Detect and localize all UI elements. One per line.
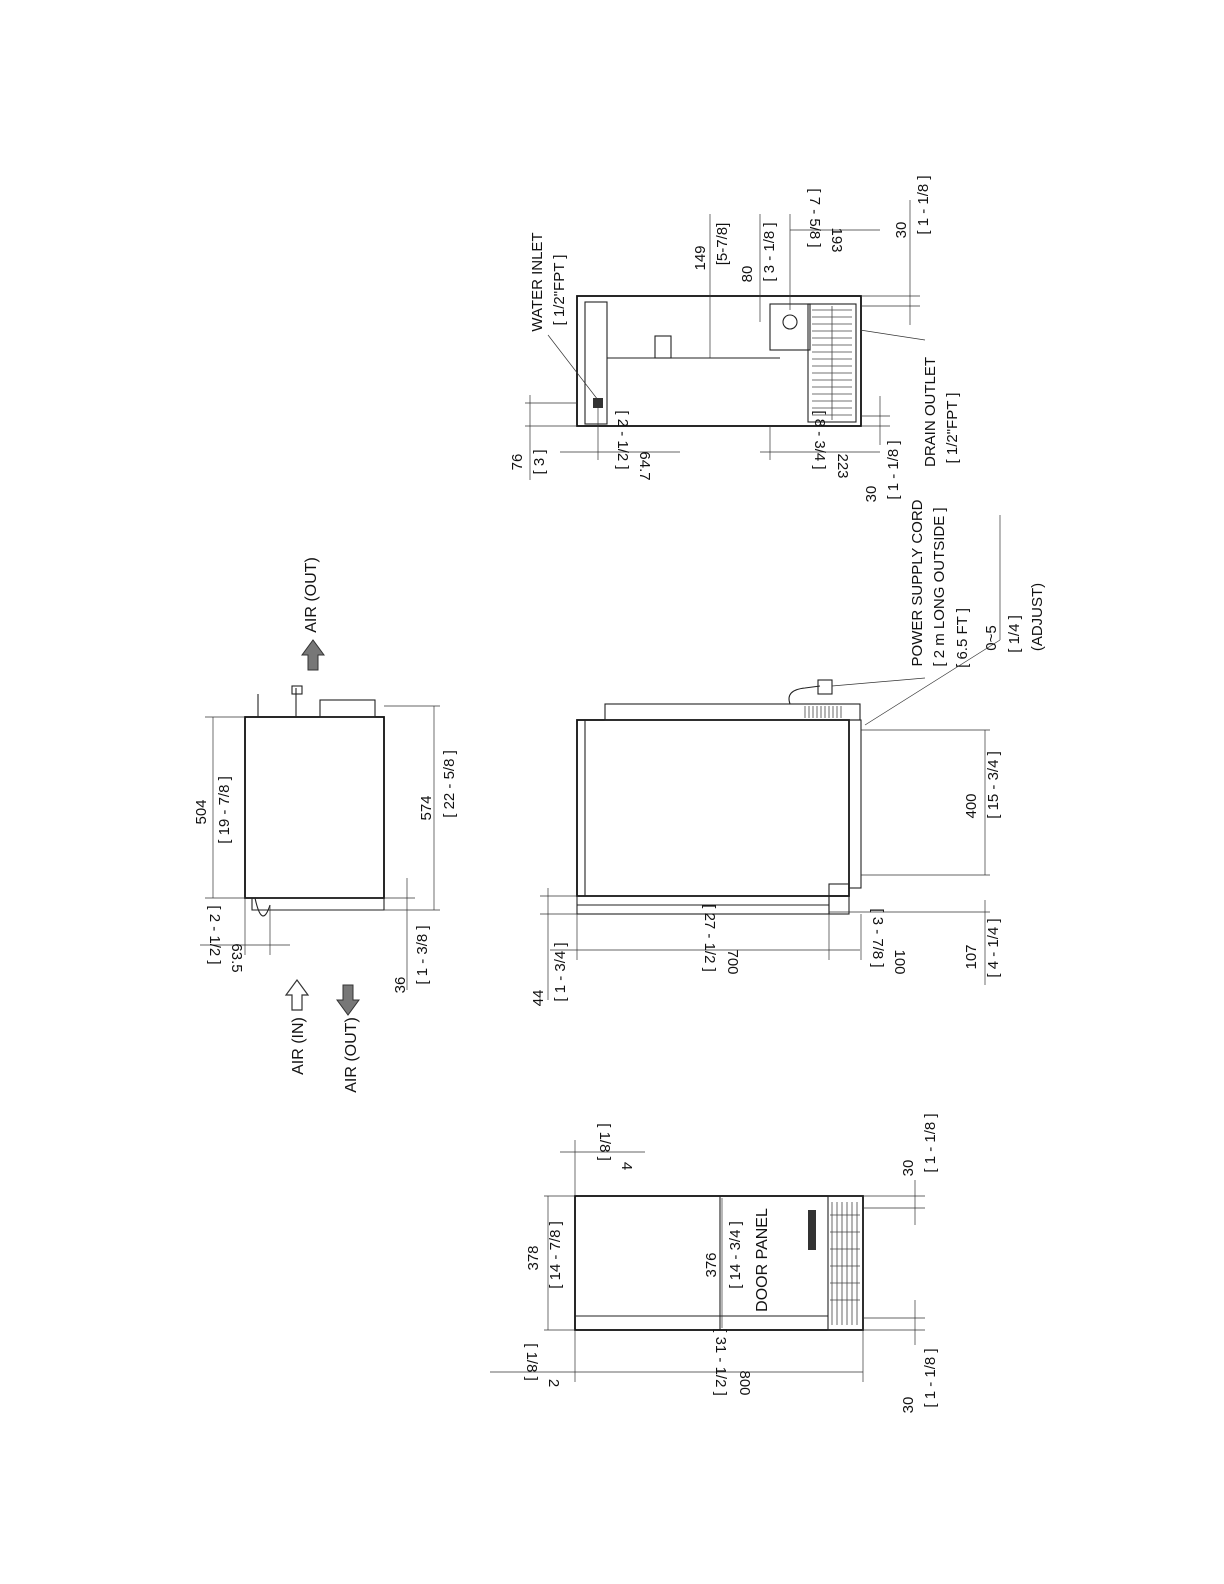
dim-30-front-bot-in: [ 1 - 1/8 ]: [922, 1348, 939, 1408]
air-out-label-bottom: AIR (OUT): [343, 1017, 360, 1093]
dim-30-front-top-in: [ 1 - 1/8 ]: [922, 1113, 939, 1173]
dim-30-rear-top: 30: [893, 221, 910, 239]
side-vent: [805, 706, 841, 718]
dim-80-in: [ 3 - 1/8 ]: [761, 222, 778, 282]
top-base: [252, 898, 384, 910]
dim-376: 376: [703, 1252, 720, 1278]
dim-64-7-in: [ 2 - 1/2 ]: [614, 410, 631, 470]
dim-76-in: [ 3 ]: [531, 449, 548, 475]
air-out-label-top: AIR (OUT): [303, 557, 320, 633]
dim-36-in: [ 1 - 3/8 ]: [414, 925, 431, 985]
dim-700: 700: [724, 949, 741, 975]
dim-63-5: 63.5: [228, 943, 245, 973]
dim-193: 193: [828, 227, 845, 253]
dim-400-in: [ 15 - 3/4 ]: [985, 751, 1002, 819]
side-top-unit: [605, 704, 860, 720]
dim-36: 36: [392, 976, 409, 994]
air-in-label: AIR (IN): [290, 1017, 307, 1075]
dim-378: 378: [525, 1245, 542, 1271]
dim-400: 400: [963, 793, 980, 819]
water-inlet-label: WATER INLET: [529, 232, 546, 332]
top-view: [193, 557, 458, 1093]
dim-100: 100: [891, 949, 908, 975]
dim-107: 107: [963, 944, 980, 970]
dim-44-in: [ 1 - 3/4 ]: [552, 942, 569, 1002]
power-cord: [789, 686, 820, 704]
side-cabinet: [577, 720, 849, 896]
power-cord-feet: [ 6.5 FT ]: [954, 608, 971, 668]
dim-800-in: [ 31 - 1/2 ]: [712, 1328, 729, 1396]
dim-63-5-in: [ 2 - 1/2 ]: [206, 905, 223, 965]
dim-700-in: [ 27 - 1/2 ]: [701, 904, 718, 972]
top-rear-box: [320, 700, 375, 717]
water-inlet-spec: [ 1/2"FPT ]: [551, 254, 568, 326]
top-cabinet: [245, 717, 384, 898]
dim-30-rear-top-in: [ 1 - 1/8 ]: [915, 175, 932, 235]
dim-30-front-bot: 30: [900, 1396, 917, 1414]
drain-outlet-label: DRAIN OUTLET: [922, 356, 939, 468]
dim-107-in: [ 4 - 1/4 ]: [985, 918, 1002, 978]
front-view: [490, 1113, 939, 1413]
dim-76: 76: [509, 453, 526, 471]
top-door-swing: [255, 898, 270, 916]
drain-outlet-spec: [ 1/2"FPT ]: [944, 392, 961, 464]
dim-504-in: [ 19 - 7/8 ]: [216, 776, 233, 844]
power-plug: [818, 680, 832, 694]
dim-30-rear-bot: 30: [863, 485, 880, 503]
drain-outlet-leader: [860, 330, 925, 340]
dim-64-7: 64.7: [636, 451, 653, 481]
dim-149: 149: [692, 245, 709, 271]
power-cord-length: [ 2 m LONG OUTSIDE ]: [931, 507, 948, 667]
adjust-label: (ADJUST): [1029, 582, 1046, 652]
dim-80: 80: [739, 265, 756, 283]
rear-view: [509, 175, 961, 502]
dim-223: 223: [834, 453, 851, 479]
rear-cabinet: [577, 296, 861, 426]
door-panel-label: DOOR PANEL: [754, 1208, 771, 1312]
dim-44: 44: [530, 989, 547, 1007]
dim-574-in: [ 22 - 5/8 ]: [441, 750, 458, 818]
dim-4: 4: [618, 1161, 635, 1171]
dim-2: 2: [545, 1378, 562, 1388]
dim-100-in: [ 3 - 7/8 ]: [869, 908, 886, 968]
dim-4-in: [ 1/8 ]: [596, 1123, 613, 1161]
dim-2-in: [ 1/8 ]: [523, 1343, 540, 1381]
dim-800: 800: [736, 1370, 753, 1396]
dim-149-in: [5-7/8]: [714, 222, 731, 266]
dim-193-in: [ 7 - 5/8 ]: [806, 188, 823, 248]
adjust-range: 0~5: [983, 625, 1000, 651]
air-out-arrow-down-icon: [337, 985, 359, 1015]
air-out-arrow-icon: [302, 640, 324, 670]
dim-376-in: [ 14 - 3/4 ]: [727, 1221, 744, 1289]
dim-504: 504: [193, 799, 210, 825]
power-cord-label: POWER SUPPLY CORD: [909, 499, 926, 667]
brand-logo-plate: [808, 1210, 816, 1250]
air-in-arrow-icon: [286, 980, 308, 1010]
adjust-inch: [ 1/4 ]: [1006, 615, 1023, 653]
power-cord-leader: [832, 678, 925, 686]
side-view: [530, 499, 1046, 1006]
dim-378-in: [ 14 - 7/8 ]: [547, 1221, 564, 1289]
dim-223-in: [ 8 - 3/4 ]: [811, 410, 828, 470]
side-rear-panel: [849, 720, 861, 888]
dim-574: 574: [418, 795, 435, 821]
dim-30-front-top: 30: [900, 1159, 917, 1177]
dim-30-rear-bot-in: [ 1 - 1/8 ]: [885, 440, 902, 500]
